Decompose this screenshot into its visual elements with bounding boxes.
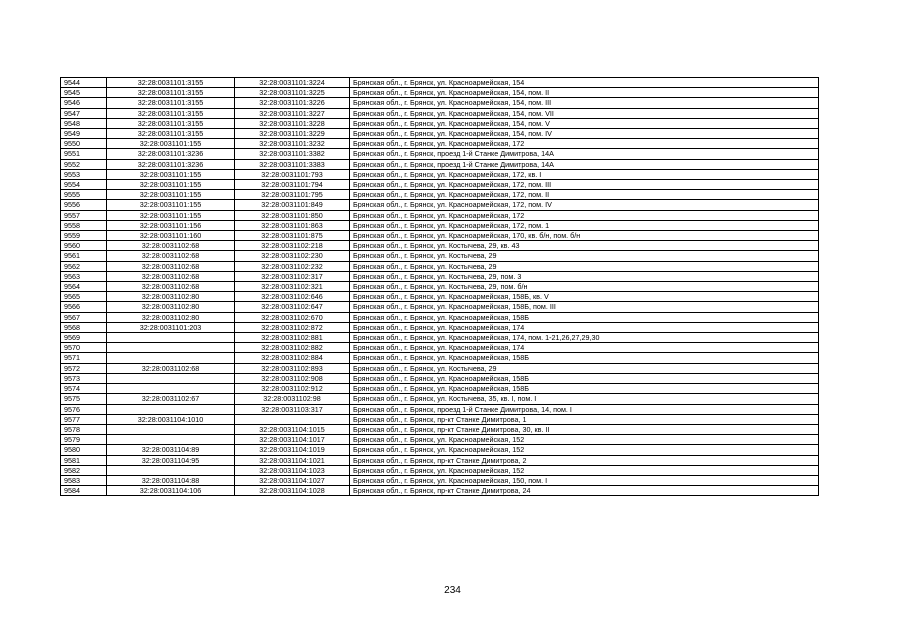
address-cell: Брянская обл., г. Брянск, ул. Костычева, 29, пом. 3 bbox=[350, 271, 819, 281]
row-number-cell: 9554 bbox=[61, 180, 107, 190]
address-cell: Брянская обл., г. Брянск, ул. Красноармейская, 158Б bbox=[350, 312, 819, 322]
table-row bbox=[61, 312, 819, 322]
table-row bbox=[61, 180, 819, 190]
cadastral-number-cell: 32:28:0031102:321 bbox=[235, 282, 350, 292]
parent-cadastral-cell: 32:28:0031101:160 bbox=[107, 231, 235, 241]
address-cell: Брянская обл., г. Брянск, проезд 1-й Станке Димитрова, 14А bbox=[350, 159, 819, 169]
parent-cadastral-cell bbox=[107, 465, 235, 475]
table-row bbox=[61, 475, 819, 485]
parent-cadastral-cell: 32:28:0031104:95 bbox=[107, 455, 235, 465]
parent-cadastral-cell: 32:28:0031101:3155 bbox=[107, 98, 235, 108]
cadastral-number-cell: 32:28:0031101:3383 bbox=[235, 159, 350, 169]
parent-cadastral-cell bbox=[107, 435, 235, 445]
address-cell: Брянская обл., г. Брянск, ул. Костычева, 29, пом. б/н bbox=[350, 282, 819, 292]
address-cell: Брянская обл., г. Брянск, ул. Костычева, 29 bbox=[350, 363, 819, 373]
cadastral-number-cell: 32:28:0031101:3226 bbox=[235, 98, 350, 108]
table-row bbox=[61, 282, 819, 292]
cadastral-number-cell: 32:28:0031101:3229 bbox=[235, 129, 350, 139]
table-row bbox=[61, 404, 819, 414]
row-number-cell: 9574 bbox=[61, 384, 107, 394]
cadastral-number-cell: 32:28:0031104:1017 bbox=[235, 435, 350, 445]
cadastral-number-cell: 32:28:0031102:670 bbox=[235, 312, 350, 322]
parent-cadastral-cell: 32:28:0031102:80 bbox=[107, 312, 235, 322]
parent-cadastral-cell: 32:28:0031101:3155 bbox=[107, 78, 235, 88]
cadastral-number-cell: 32:28:0031104:1015 bbox=[235, 424, 350, 434]
parent-cadastral-cell: 32:28:0031101:155 bbox=[107, 200, 235, 210]
address-cell: Брянская обл., г. Брянск, ул. Красноармейская, 170, кв. б/н, пом. б/н bbox=[350, 231, 819, 241]
row-number-cell: 9557 bbox=[61, 210, 107, 220]
address-cell: Брянская обл., г. Брянск, проезд 1-й Станке Димитрова, 14А bbox=[350, 149, 819, 159]
table-row bbox=[61, 149, 819, 159]
address-cell: Брянская обл., г. Брянск, ул. Красноармейская, 172, пом. 1 bbox=[350, 220, 819, 230]
cadastral-number-cell: 32:28:0031102:647 bbox=[235, 302, 350, 312]
address-cell: Брянская обл., г. Брянск, ул. Красноармейская, 152 bbox=[350, 445, 819, 455]
cadastral-number-cell: 32:28:0031102:884 bbox=[235, 353, 350, 363]
row-number-cell: 9561 bbox=[61, 251, 107, 261]
cadastral-number-cell: 32:28:0031102:881 bbox=[235, 333, 350, 343]
parent-cadastral-cell: 32:28:0031102:68 bbox=[107, 261, 235, 271]
parent-cadastral-cell: 32:28:0031101:156 bbox=[107, 220, 235, 230]
cadastral-number-cell: 32:28:0031101:795 bbox=[235, 190, 350, 200]
address-cell: Брянская обл., г. Брянск, ул. Красноармейская, 174 bbox=[350, 322, 819, 332]
cadastral-number-cell: 32:28:0031104:1019 bbox=[235, 445, 350, 455]
address-cell: Брянская обл., г. Брянск, ул. Красноармейская, 172, пом. IV bbox=[350, 200, 819, 210]
table-body bbox=[61, 78, 819, 496]
cadastral-number-cell: 32:28:0031101:3224 bbox=[235, 78, 350, 88]
parent-cadastral-cell: 32:28:0031102:68 bbox=[107, 282, 235, 292]
cadastral-number-cell: 32:28:0031102:882 bbox=[235, 343, 350, 353]
row-number-cell: 9547 bbox=[61, 108, 107, 118]
table-row bbox=[61, 129, 819, 139]
parent-cadastral-cell bbox=[107, 333, 235, 343]
cadastral-number-cell: 32:28:0031104:1023 bbox=[235, 465, 350, 475]
address-cell: Брянская обл., г. Брянск, ул. Красноармейская, 154 bbox=[350, 78, 819, 88]
parent-cadastral-cell: 32:28:0031101:3155 bbox=[107, 129, 235, 139]
cadastral-number-cell: 32:28:0031102:912 bbox=[235, 384, 350, 394]
address-cell: Брянская обл., г. Брянск, ул. Красноармейская, 152 bbox=[350, 435, 819, 445]
table-row bbox=[61, 231, 819, 241]
address-cell: Брянская обл., г. Брянск, ул. Костычева, 29 bbox=[350, 261, 819, 271]
parent-cadastral-cell: 32:28:0031102:68 bbox=[107, 271, 235, 281]
parent-cadastral-cell: 32:28:0031101:3236 bbox=[107, 159, 235, 169]
parent-cadastral-cell: 32:28:0031101:3236 bbox=[107, 149, 235, 159]
table-row bbox=[61, 465, 819, 475]
row-number-cell: 9549 bbox=[61, 129, 107, 139]
row-number-cell: 9545 bbox=[61, 88, 107, 98]
row-number-cell: 9548 bbox=[61, 118, 107, 128]
address-cell: Брянская обл., г. Брянск, ул. Красноармейская, 150, пом. I bbox=[350, 475, 819, 485]
cadastral-number-cell: 32:28:0031102:98 bbox=[235, 394, 350, 404]
row-number-cell: 9577 bbox=[61, 414, 107, 424]
row-number-cell: 9576 bbox=[61, 404, 107, 414]
table-row bbox=[61, 333, 819, 343]
table-row bbox=[61, 78, 819, 88]
address-cell: Брянская обл., г. Брянск, ул. Красноармейская, 172, пом. III bbox=[350, 180, 819, 190]
row-number-cell: 9572 bbox=[61, 363, 107, 373]
row-number-cell: 9555 bbox=[61, 190, 107, 200]
table-row bbox=[61, 486, 819, 496]
table-row bbox=[61, 322, 819, 332]
table-row bbox=[61, 455, 819, 465]
table-row bbox=[61, 414, 819, 424]
row-number-cell: 9567 bbox=[61, 312, 107, 322]
parent-cadastral-cell: 32:28:0031101:155 bbox=[107, 190, 235, 200]
address-cell: Брянская обл., г. Брянск, ул. Красноармейская, 174, пом. 1-21,26,27,29,30 bbox=[350, 333, 819, 343]
row-number-cell: 9550 bbox=[61, 139, 107, 149]
table-row bbox=[61, 169, 819, 179]
row-number-cell: 9563 bbox=[61, 271, 107, 281]
parent-cadastral-cell bbox=[107, 353, 235, 363]
cadastral-number-cell: 32:28:0031102:893 bbox=[235, 363, 350, 373]
address-cell: Брянская обл., г. Брянск, ул. Красноармейская, 172 bbox=[350, 210, 819, 220]
parent-cadastral-cell: 32:28:0031102:80 bbox=[107, 302, 235, 312]
address-cell: Брянская обл., г. Брянск, ул. Красноармейская, 172 bbox=[350, 139, 819, 149]
row-number-cell: 9559 bbox=[61, 231, 107, 241]
address-cell: Брянская обл., г. Брянск, ул. Красноармейская, 152 bbox=[350, 465, 819, 475]
parent-cadastral-cell: 32:28:0031101:3155 bbox=[107, 118, 235, 128]
parent-cadastral-cell: 32:28:0031101:155 bbox=[107, 139, 235, 149]
address-cell: Брянская обл., г. Брянск, ул. Красноармейская, 158Б bbox=[350, 384, 819, 394]
cadastral-number-cell: 32:28:0031101:793 bbox=[235, 169, 350, 179]
table-row bbox=[61, 108, 819, 118]
table-row bbox=[61, 292, 819, 302]
cadastral-number-cell: 32:28:0031102:872 bbox=[235, 322, 350, 332]
table-row bbox=[61, 98, 819, 108]
cadastral-number-cell: 32:28:0031104:1021 bbox=[235, 455, 350, 465]
row-number-cell: 9565 bbox=[61, 292, 107, 302]
table-row bbox=[61, 384, 819, 394]
page-number: 234 bbox=[444, 585, 461, 596]
row-number-cell: 9544 bbox=[61, 78, 107, 88]
table-row bbox=[61, 159, 819, 169]
address-cell: Брянская обл., г. Брянск, ул. Красноармейская, 154, пом. III bbox=[350, 98, 819, 108]
row-number-cell: 9584 bbox=[61, 486, 107, 496]
table-row bbox=[61, 445, 819, 455]
address-cell: Брянская обл., г. Брянск, пр-кт Станке Димитрова, 1 bbox=[350, 414, 819, 424]
row-number-cell: 9580 bbox=[61, 445, 107, 455]
parent-cadastral-cell: 32:28:0031101:3155 bbox=[107, 108, 235, 118]
table-row bbox=[61, 210, 819, 220]
cadastral-number-cell: 32:28:0031102:646 bbox=[235, 292, 350, 302]
cadastral-number-cell: 32:28:0031101:863 bbox=[235, 220, 350, 230]
cadastral-number-cell: 32:28:0031104:1027 bbox=[235, 475, 350, 485]
address-cell: Брянская обл., г. Брянск, ул. Костычева, 29, кв. 43 bbox=[350, 241, 819, 251]
cadastral-number-cell: 32:28:0031104:1028 bbox=[235, 486, 350, 496]
row-number-cell: 9581 bbox=[61, 455, 107, 465]
row-number-cell: 9582 bbox=[61, 465, 107, 475]
address-cell: Брянская обл., г. Брянск, пр-кт Станке Димитрова, 30, кв. II bbox=[350, 424, 819, 434]
parent-cadastral-cell: 32:28:0031104:88 bbox=[107, 475, 235, 485]
cadastral-number-cell: 32:28:0031101:3225 bbox=[235, 88, 350, 98]
table-row bbox=[61, 200, 819, 210]
parent-cadastral-cell: 32:28:0031102:80 bbox=[107, 292, 235, 302]
row-number-cell: 9551 bbox=[61, 149, 107, 159]
row-number-cell: 9578 bbox=[61, 424, 107, 434]
parent-cadastral-cell: 32:28:0031104:106 bbox=[107, 486, 235, 496]
cadastral-number-cell: 32:28:0031103:317 bbox=[235, 404, 350, 414]
address-cell: Брянская обл., г. Брянск, ул. Красноармейская, 172, пом. II bbox=[350, 190, 819, 200]
cadastral-number-cell: 32:28:0031101:3227 bbox=[235, 108, 350, 118]
table-row bbox=[61, 435, 819, 445]
table-row bbox=[61, 261, 819, 271]
row-number-cell: 9564 bbox=[61, 282, 107, 292]
address-cell: Брянская обл., г. Брянск, ул. Красноармейская, 154, пом. IV bbox=[350, 129, 819, 139]
cadastral-number-cell: 32:28:0031101:794 bbox=[235, 180, 350, 190]
row-number-cell: 9573 bbox=[61, 373, 107, 383]
address-cell: Брянская обл., г. Брянск, ул. Красноармейская, 174 bbox=[350, 343, 819, 353]
cadastral-number-cell: 32:28:0031102:908 bbox=[235, 373, 350, 383]
parent-cadastral-cell bbox=[107, 384, 235, 394]
cadastral-number-cell: 32:28:0031101:875 bbox=[235, 231, 350, 241]
table-row bbox=[61, 88, 819, 98]
row-number-cell: 9556 bbox=[61, 200, 107, 210]
table-row bbox=[61, 118, 819, 128]
address-cell: Брянская обл., г. Брянск, пр-кт Станке Димитрова, 2 bbox=[350, 455, 819, 465]
address-cell: Брянская обл., г. Брянск, ул. Красноармейская, 158Б bbox=[350, 353, 819, 363]
cadastral-number-cell: 32:28:0031101:3382 bbox=[235, 149, 350, 159]
row-number-cell: 9546 bbox=[61, 98, 107, 108]
table-row bbox=[61, 373, 819, 383]
table-row bbox=[61, 353, 819, 363]
cadastral-table bbox=[60, 77, 819, 496]
table-row bbox=[61, 220, 819, 230]
parent-cadastral-cell: 32:28:0031101:155 bbox=[107, 210, 235, 220]
table-row bbox=[61, 241, 819, 251]
parent-cadastral-cell bbox=[107, 343, 235, 353]
address-cell: Брянская обл., г. Брянск, ул. Красноармейская, 172, кв. I bbox=[350, 169, 819, 179]
table-row bbox=[61, 271, 819, 281]
table-row bbox=[61, 190, 819, 200]
row-number-cell: 9569 bbox=[61, 333, 107, 343]
row-number-cell: 9558 bbox=[61, 220, 107, 230]
cadastral-number-cell: 32:28:0031101:849 bbox=[235, 200, 350, 210]
row-number-cell: 9566 bbox=[61, 302, 107, 312]
registry-sheet bbox=[60, 77, 820, 496]
row-number-cell: 9553 bbox=[61, 169, 107, 179]
row-number-cell: 9568 bbox=[61, 322, 107, 332]
parent-cadastral-cell bbox=[107, 404, 235, 414]
cadastral-number-cell bbox=[235, 414, 350, 424]
row-number-cell: 9571 bbox=[61, 353, 107, 363]
table-row bbox=[61, 363, 819, 373]
address-cell: Брянская обл., г. Брянск, ул. Красноармейская, 154, пом. II bbox=[350, 88, 819, 98]
parent-cadastral-cell: 32:28:0031101:3155 bbox=[107, 88, 235, 98]
row-number-cell: 9552 bbox=[61, 159, 107, 169]
parent-cadastral-cell: 32:28:0031102:68 bbox=[107, 241, 235, 251]
table-row bbox=[61, 424, 819, 434]
row-number-cell: 9570 bbox=[61, 343, 107, 353]
cadastral-number-cell: 32:28:0031102:317 bbox=[235, 271, 350, 281]
row-number-cell: 9562 bbox=[61, 261, 107, 271]
parent-cadastral-cell bbox=[107, 373, 235, 383]
row-number-cell: 9560 bbox=[61, 241, 107, 251]
cadastral-number-cell: 32:28:0031101:3228 bbox=[235, 118, 350, 128]
parent-cadastral-cell: 32:28:0031101:155 bbox=[107, 180, 235, 190]
parent-cadastral-cell: 32:28:0031101:155 bbox=[107, 169, 235, 179]
row-number-cell: 9579 bbox=[61, 435, 107, 445]
parent-cadastral-cell bbox=[107, 424, 235, 434]
address-cell: Брянская обл., г. Брянск, проезд 1-й Станке Димитрова, 14, пом. I bbox=[350, 404, 819, 414]
address-cell: Брянская обл., г. Брянск, ул. Красноармейская, 158Б, пом. III bbox=[350, 302, 819, 312]
parent-cadastral-cell: 32:28:0031101:203 bbox=[107, 322, 235, 332]
cadastral-number-cell: 32:28:0031101:850 bbox=[235, 210, 350, 220]
cadastral-number-cell: 32:28:0031102:230 bbox=[235, 251, 350, 261]
parent-cadastral-cell: 32:28:0031104:1010 bbox=[107, 414, 235, 424]
parent-cadastral-cell: 32:28:0031102:68 bbox=[107, 251, 235, 261]
cadastral-number-cell: 32:28:0031101:3232 bbox=[235, 139, 350, 149]
row-number-cell: 9575 bbox=[61, 394, 107, 404]
table-row bbox=[61, 343, 819, 353]
cadastral-number-cell: 32:28:0031102:218 bbox=[235, 241, 350, 251]
table-row bbox=[61, 302, 819, 312]
parent-cadastral-cell: 32:28:0031102:68 bbox=[107, 363, 235, 373]
address-cell: Брянская обл., г. Брянск, ул. Красноармейская, 154, пом. V bbox=[350, 118, 819, 128]
table-row bbox=[61, 139, 819, 149]
parent-cadastral-cell: 32:28:0031102:67 bbox=[107, 394, 235, 404]
row-number-cell: 9583 bbox=[61, 475, 107, 485]
address-cell: Брянская обл., г. Брянск, ул. Красноармейская, 158Б, кв. V bbox=[350, 292, 819, 302]
table-row bbox=[61, 251, 819, 261]
address-cell: Брянская обл., г. Брянск, ул. Костычева, 29 bbox=[350, 251, 819, 261]
parent-cadastral-cell: 32:28:0031104:89 bbox=[107, 445, 235, 455]
address-cell: Брянская обл., г. Брянск, ул. Красноармейская, 158Б bbox=[350, 373, 819, 383]
address-cell: Брянская обл., г. Брянск, пр-кт Станке Димитрова, 24 bbox=[350, 486, 819, 496]
table-row bbox=[61, 394, 819, 404]
address-cell: Брянская обл., г. Брянск, ул. Костычева, 35, кв. I, пом. I bbox=[350, 394, 819, 404]
cadastral-number-cell: 32:28:0031102:232 bbox=[235, 261, 350, 271]
address-cell: Брянская обл., г. Брянск, ул. Красноармейская, 154, пом. VII bbox=[350, 108, 819, 118]
